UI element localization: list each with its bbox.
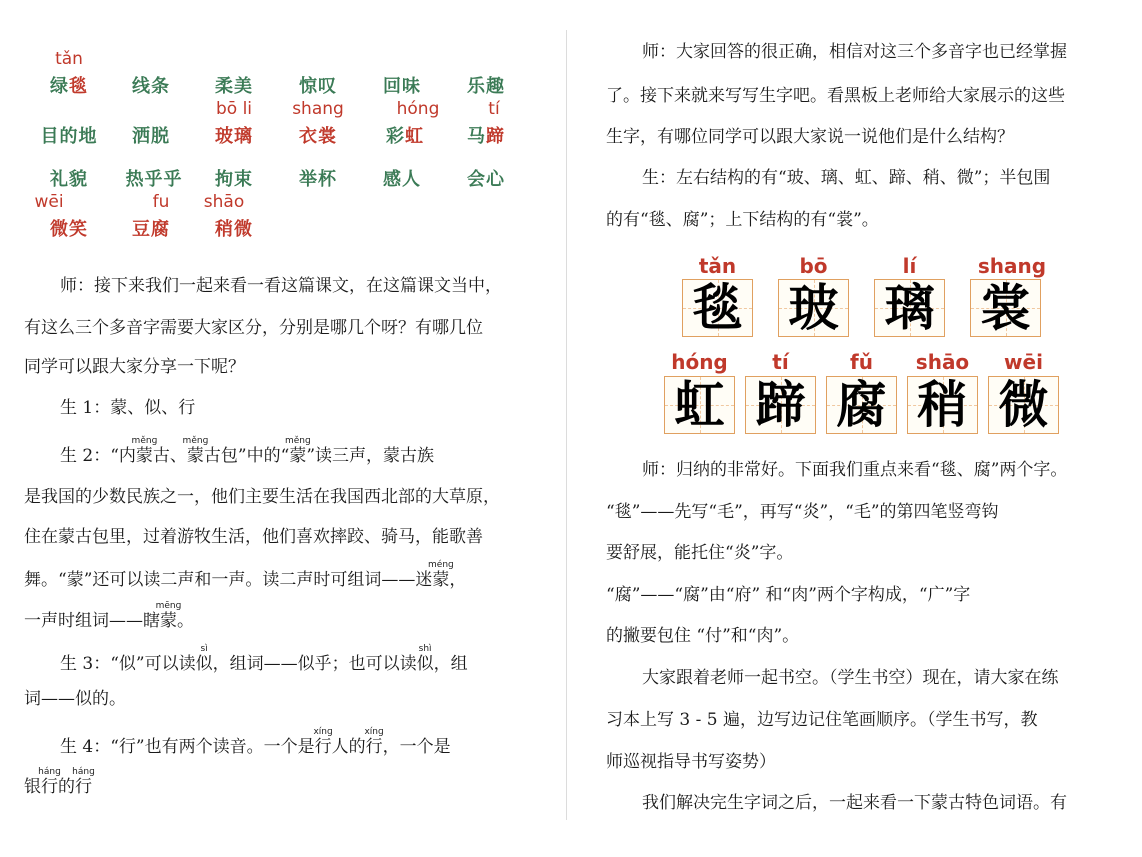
pinyin-boli: bō li xyxy=(215,99,253,119)
page-divider xyxy=(566,30,567,820)
right-p3-line3: 要舒展，能托住“炎”字。 xyxy=(606,543,794,563)
pinyin-fu: fu xyxy=(152,192,170,212)
word-char-tan: 毯 xyxy=(69,76,88,97)
word-roumei: 柔美 xyxy=(215,76,253,97)
pinyin-hong: hóng xyxy=(396,99,440,119)
char-box-hong: 虹 xyxy=(664,376,735,434)
word-limao: 礼貌 xyxy=(50,169,88,190)
word-doufu: fu 豆腐 xyxy=(116,215,186,241)
left-s3-line1: 生 3：“似”可以读 sì 似，组词——似乎；也可以读 shì 似，组 xyxy=(60,644,468,674)
word-huixin: 会心 xyxy=(467,169,505,190)
right-p2-line2: 的有“毯、腐”；上下结构的有“裳”。 xyxy=(606,210,879,230)
ruby-hang-1: hánɡ 行 xyxy=(38,767,61,797)
right-p4-line3: 师巡视指导书写姿势） xyxy=(606,752,776,772)
ruby-hang-2: hánɡ 行 xyxy=(72,767,95,797)
left-p1-line2: 有这么三个多音字需要大家区分，分别是哪几个呀？有哪几位 xyxy=(24,318,483,338)
pinyin-ti: tí xyxy=(488,99,500,119)
char-box-shang: 裳 xyxy=(970,279,1041,337)
pinyin-tan: tǎn xyxy=(55,49,83,69)
right-p4-line1: 大家跟着老师一起书空。（学生书空）现在，请大家在练 xyxy=(642,668,1059,688)
left-s2-line1: 生 2：“内 měnɡ 蒙古、 měnɡ 蒙古包”中的“ měnɡ 蒙”读三声，蒙古族 xyxy=(60,436,435,466)
word-char-lv: 绿 xyxy=(50,76,69,97)
word-rehuhu: 热乎乎 xyxy=(125,169,183,190)
ruby-si: sì 似 xyxy=(195,644,213,674)
char-pinyin-wei: wēi xyxy=(1004,350,1043,374)
word-lv-tan xyxy=(34,49,104,98)
right-p3-line5: 的撇要包住 “付”和“肉”。 xyxy=(606,626,800,646)
char-box-fu: 腐 xyxy=(826,376,897,434)
word-mudidi: 目的地 xyxy=(40,126,98,147)
right-p1-line3: 生字，有哪位同学可以跟大家说一说他们是什么结构？ xyxy=(606,127,1014,147)
char-box-tan: 毯 xyxy=(682,279,753,337)
ruby-xing-2: xínɡ 行 xyxy=(364,727,384,757)
left-p1-line1: 师：接下来我们一起来看一看这篇课文，在这篇课文当中， xyxy=(60,276,502,296)
word-mati: tí 马蹄 xyxy=(451,122,521,148)
word-satuo: 洒脱 xyxy=(132,126,170,147)
ruby-meng-mi: ménɡ 蒙 xyxy=(428,560,454,590)
pinyin-wei: wēi xyxy=(34,192,64,212)
char-pinyin-shang: shang xyxy=(977,254,1047,278)
left-s2-line2: 是我国的少数民族之一，他们主要生活在我国西北部的大草原， xyxy=(24,487,500,507)
right-p1-line1: 师：大家回答的很正确，相信对这三个多音字也已经掌握 xyxy=(642,42,1067,62)
char-box-shao: 稍 xyxy=(907,376,978,434)
pinyin-shang: shang xyxy=(292,99,344,119)
word-ganren: 感人 xyxy=(383,169,421,190)
word-jushu: 拘束 xyxy=(215,169,253,190)
word-lequ: 乐趣 xyxy=(467,76,505,97)
ruby-shi: shì 似 xyxy=(416,644,434,674)
ruby-meng-xia: mēnɡ 蒙 xyxy=(155,601,182,631)
pinyin-shao: shāo xyxy=(203,192,245,212)
char-pinyin-tan: tǎn xyxy=(698,254,737,278)
left-s2-line5: 一声时组词——瞎 mēnɡ 蒙。 xyxy=(24,601,194,631)
left-s4-line2: 银 hánɡ 行的 hánɡ 行 xyxy=(24,767,95,797)
right-p5-line1: 我们解决完生字词之后，一起来看一下蒙古特色词语。有 xyxy=(642,793,1067,813)
ruby-meng-2: měnɡ 蒙 xyxy=(182,436,209,466)
right-p1-line2: 了。接下来就来写写生字吧。看黑板上老师给大家展示的这些 xyxy=(606,86,1065,106)
char-pinyin-fu: fǔ xyxy=(850,350,873,374)
word-xiantiao: 线条 xyxy=(132,76,170,97)
word-yishang: shang 衣裳 xyxy=(283,122,353,148)
word-shaowei: shāo 稍微 xyxy=(199,215,269,241)
word-jubei: 举杯 xyxy=(299,169,337,190)
char-box-bo: 玻 xyxy=(778,279,849,337)
char-box-ti: 蹄 xyxy=(745,376,816,434)
left-s1: 生 1：蒙、似、行 xyxy=(60,398,196,418)
left-s2-line3: 住在蒙古包里，过着游牧生活，他们喜欢摔跤、骑马，能歌善 xyxy=(24,527,483,547)
left-s4-line1: 生 4：“行”也有两个读音。一个是 xínɡ 行人的 xínɡ 行，一个是 xyxy=(60,727,451,757)
char-pinyin-bo: bō xyxy=(799,254,828,278)
word-boli: bō li 玻璃 xyxy=(199,122,269,148)
char-pinyin-ti: tí xyxy=(772,350,789,374)
right-p3-line2: “毯”——先写“毛”，再写“炎”，“毛”的第四笔竖弯钩 xyxy=(606,502,999,522)
word-caihong: hóng 彩虹 xyxy=(386,99,440,147)
ruby-meng-1: měnɡ 蒙 xyxy=(131,436,158,466)
char-box-li: 璃 xyxy=(874,279,945,337)
char-pinyin-hong: hóng xyxy=(671,350,728,374)
word-weixiao: wēi 微笑 xyxy=(34,215,104,241)
left-s2-line4: 舞。“蒙”还可以读二声和一声。读二声时可组词——迷 ménɡ 蒙， xyxy=(24,560,467,590)
ruby-xing-1: xínɡ 行 xyxy=(313,727,333,757)
char-pinyin-li: lí xyxy=(902,254,917,278)
right-p3-line1: 师：归纳的非常好。下面我们重点来看“毯、腐”两个字。 xyxy=(642,460,1068,480)
right-p4-line2: 习本上写 3 - 5 遍，边写边记住笔画顺序。（学生书写，教 xyxy=(606,710,1038,730)
char-pinyin-shao: shāo xyxy=(915,350,970,374)
right-p3-line4: “腐”——“腐”由“府” 和“肉”两个字构成，“广”字 xyxy=(606,585,971,605)
ruby-meng-3: měnɡ 蒙 xyxy=(284,436,311,466)
left-s3-line2: 词——似的。 xyxy=(24,689,126,709)
word-jingtan: 惊叹 xyxy=(299,76,337,97)
left-p1-line3: 同学可以跟大家分享一下呢？ xyxy=(24,357,245,377)
word-huiwei: 回味 xyxy=(383,76,421,97)
char-box-wei: 微 xyxy=(988,376,1059,434)
right-p2-line1: 生：左右结构的有“玻、璃、虹、蹄、稍、微”；半包围 xyxy=(642,168,1051,188)
